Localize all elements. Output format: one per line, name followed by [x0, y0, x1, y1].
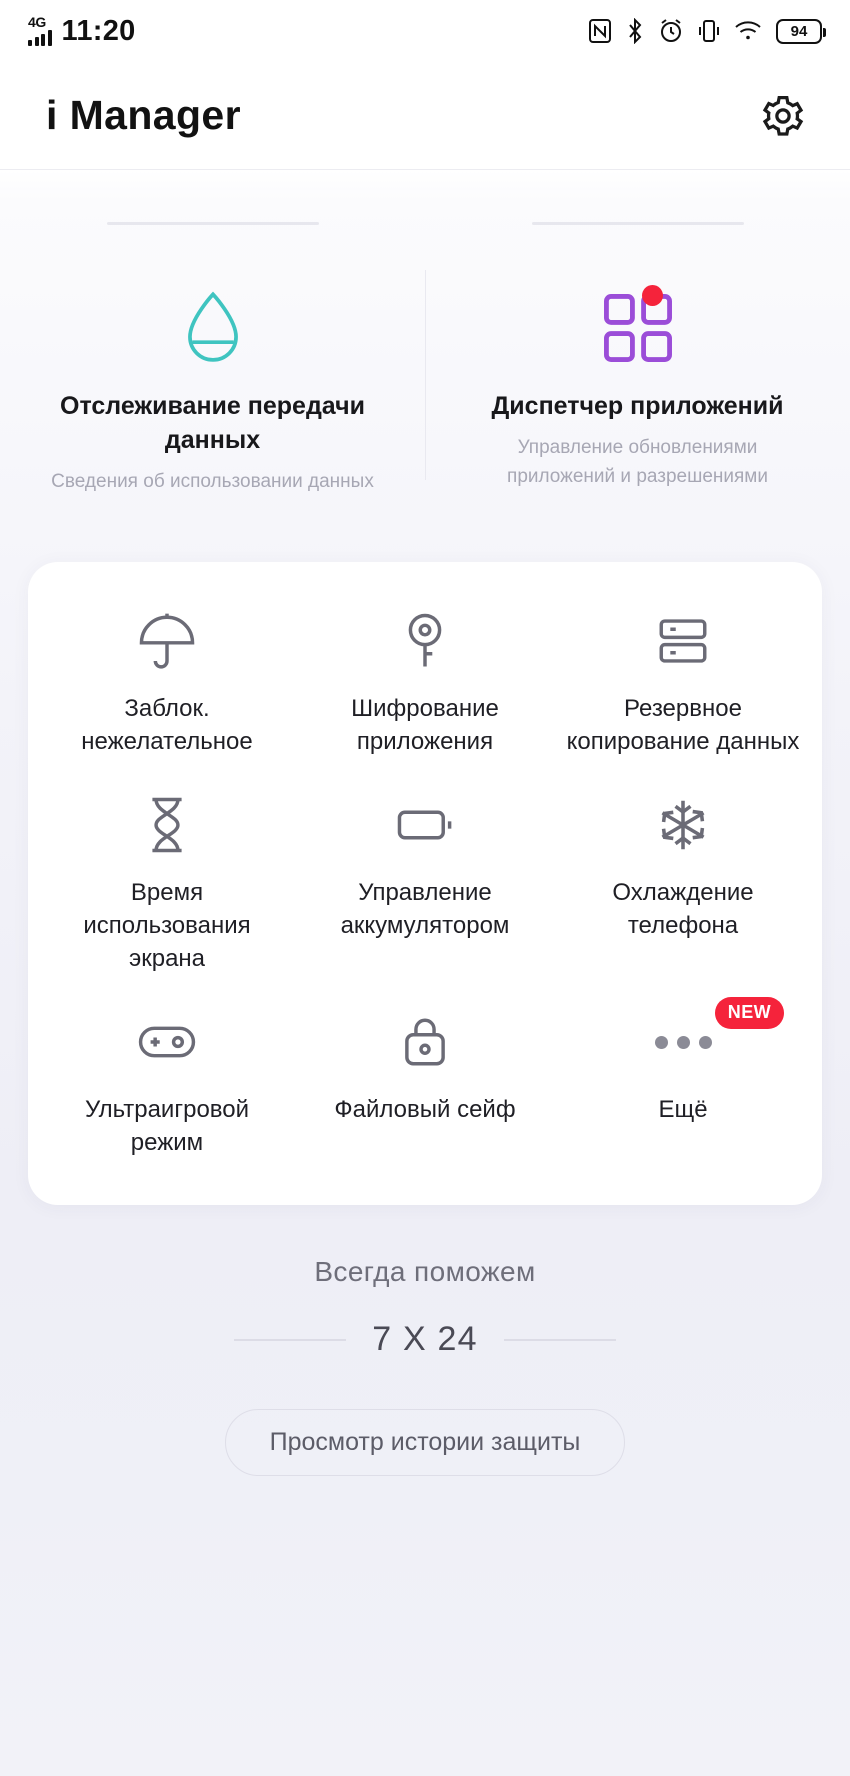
- app-grid-icon: [599, 283, 677, 373]
- tile-block-unwanted[interactable]: [38, 604, 296, 758]
- page-title: i Manager: [46, 92, 241, 138]
- tile-label: Ещё: [658, 1096, 708, 1123]
- padlock-icon: [399, 1005, 451, 1079]
- feature-subtitle: Управление обновлениями приложений и разрешениями: [507, 437, 768, 487]
- status-bar-left: [28, 16, 136, 46]
- tile-label: Время использования экрана: [83, 879, 251, 972]
- hourglass-icon: [141, 788, 193, 862]
- water-drop-icon: [180, 283, 246, 373]
- hours-row: [234, 1320, 616, 1359]
- status-bar-right: [588, 18, 822, 44]
- bluetooth-icon: [626, 18, 644, 44]
- feature-app-manager[interactable]: [425, 222, 850, 496]
- feature-subtitle: Сведения об использовании данных: [51, 471, 374, 492]
- notification-dot-badge: [642, 285, 663, 306]
- nfc-icon: [588, 18, 612, 44]
- tile-label: Охлаждение телефона: [612, 879, 754, 939]
- tile-phone-cooling[interactable]: [554, 788, 812, 975]
- feature-title: Диспетчер приложений: [491, 392, 784, 420]
- tools-grid: [38, 604, 812, 1159]
- snowflake-icon: [655, 788, 711, 862]
- feature-title: Отслеживание передачи данных: [60, 392, 365, 454]
- status-bar: [0, 0, 850, 62]
- server-backup-icon: [654, 604, 712, 678]
- protection-history-button[interactable]: Просмотр истории защиты: [225, 1409, 626, 1476]
- gear-icon[interactable]: [760, 93, 806, 139]
- tile-screen-time[interactable]: [38, 788, 296, 975]
- battery-icon: [394, 788, 456, 862]
- ellipsis-icon: [655, 1005, 712, 1079]
- top-features: [0, 170, 850, 522]
- signal-strength-icon: [28, 16, 52, 46]
- vibrate-icon: [698, 18, 720, 44]
- wifi-icon: [734, 19, 762, 43]
- tile-more[interactable]: [554, 1002, 812, 1159]
- divider: [107, 222, 319, 225]
- tile-label: Файловый сейф: [334, 1096, 516, 1123]
- tile-label: Резервное копирование данных: [566, 695, 800, 755]
- lock-key-icon: [398, 604, 452, 678]
- tools-card: [28, 562, 822, 1205]
- tile-file-safe[interactable]: [296, 1005, 554, 1159]
- umbrella-icon: [136, 604, 198, 678]
- alarm-icon: [658, 18, 684, 44]
- app-bar: [0, 62, 850, 170]
- battery-percent-label: 94: [790, 22, 808, 40]
- divider: [532, 222, 744, 225]
- gamepad-icon: [136, 1005, 198, 1079]
- tile-battery-management[interactable]: [296, 788, 554, 975]
- network-type-label: 4G: [28, 14, 46, 30]
- status-clock: 11:20: [61, 15, 136, 47]
- signal-bars-icon: [28, 30, 52, 46]
- tile-app-encryption[interactable]: [296, 604, 554, 758]
- tile-label: Управление аккумулятором: [340, 879, 510, 939]
- divider-left: [234, 1339, 346, 1341]
- hours-label: 7 X 24: [372, 1320, 478, 1358]
- tile-ultra-game-mode[interactable]: [38, 1005, 296, 1159]
- new-badge: NEW: [715, 997, 784, 1029]
- tile-data-backup[interactable]: [554, 604, 812, 758]
- footer: [0, 1256, 850, 1776]
- battery-status-icon: [776, 19, 822, 44]
- tile-label: Заблок. нежелательное: [81, 695, 253, 755]
- tile-label: Ультраигровой режим: [84, 1096, 250, 1156]
- help-title: Всегда поможем: [314, 1256, 536, 1287]
- divider-right: [504, 1339, 616, 1341]
- tile-label: Шифрование приложения: [351, 695, 499, 755]
- feature-data-usage[interactable]: [0, 222, 425, 496]
